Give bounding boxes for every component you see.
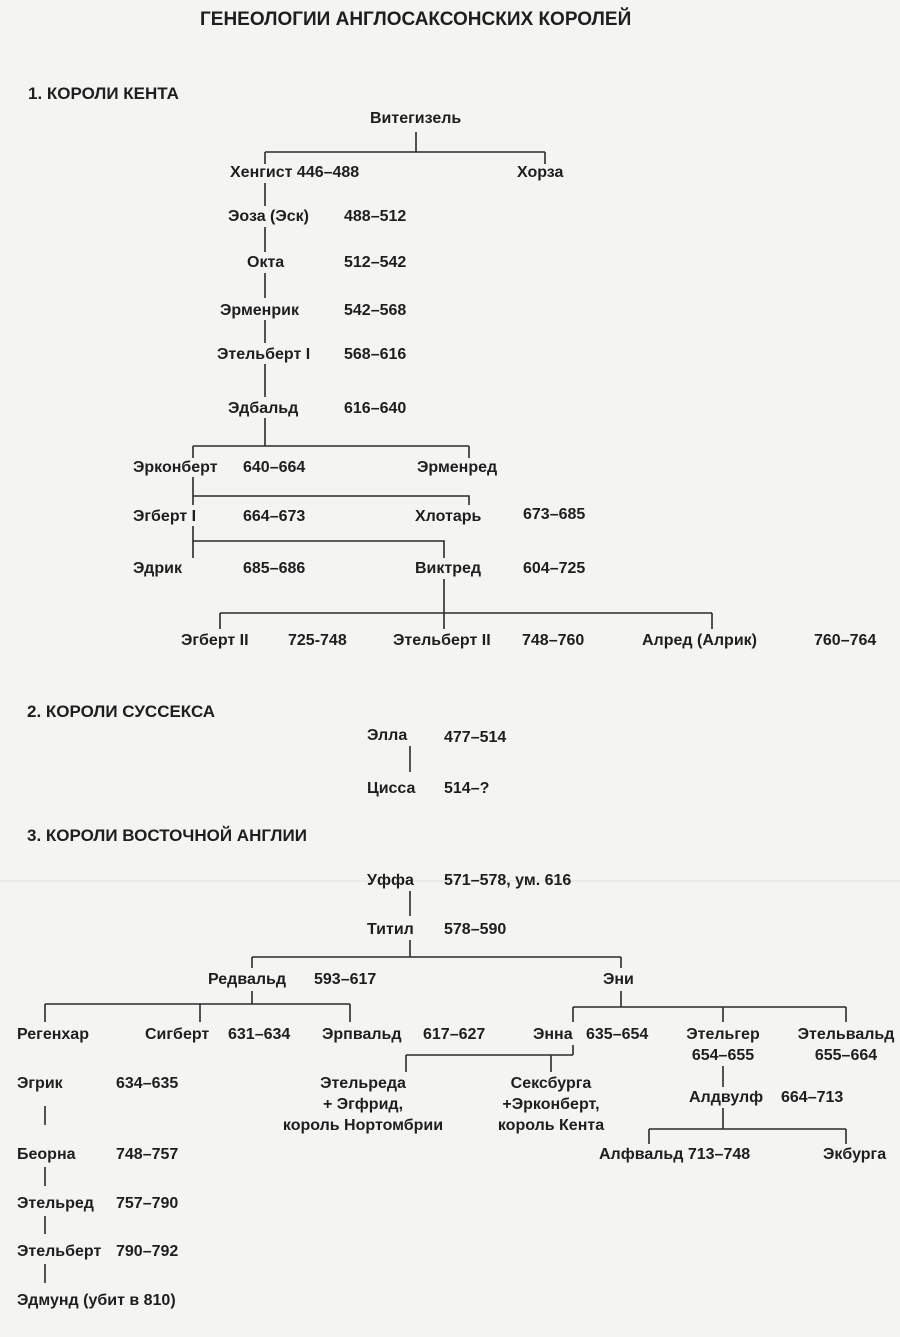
connector-egbert1-children xyxy=(193,526,444,558)
person-seksburga-spouse: +Эрконберт, xyxy=(502,1096,600,1113)
person-titil-years: 578–590 xyxy=(444,921,507,938)
section-heading-kent: 1. КОРОЛИ КЕНТА xyxy=(28,84,179,103)
person-viktred-years: 604–725 xyxy=(523,560,586,577)
person-aldvulf-years: 664–713 xyxy=(781,1089,844,1106)
person-eni: Эни xyxy=(603,971,634,988)
person-erpvald-years: 617–627 xyxy=(423,1026,486,1043)
person-edbald: Эдбальд xyxy=(228,400,299,417)
person-egbert2: Эгберт II xyxy=(181,632,249,649)
person-ethelvald: Этельвальд xyxy=(797,1026,895,1043)
connector-redvald-children xyxy=(45,991,350,1022)
person-alred-years: 760–764 xyxy=(814,632,877,649)
person-titil: Титил xyxy=(367,921,414,938)
person-okta-years: 512–542 xyxy=(344,254,407,271)
person-okta: Окта xyxy=(247,254,285,271)
connector-aldvulf-children xyxy=(649,1108,846,1144)
person-erpvald: Эрпвальд xyxy=(322,1026,402,1043)
person-ethelreda-spouse: + Эгфрид, xyxy=(322,1096,404,1113)
person-horza: Хорза xyxy=(517,164,564,181)
person-hlotar: Хлотарь xyxy=(415,508,482,525)
person-ethelbert-years: 790–792 xyxy=(116,1243,179,1260)
person-erconbert: Эрконберт xyxy=(133,459,218,476)
person-erconbert-years: 640–664 xyxy=(243,459,306,476)
person-ethelreda: Этельреда xyxy=(320,1075,406,1092)
connector-erconbert-children xyxy=(193,477,469,505)
person-ella: Элла xyxy=(367,727,408,744)
person-cissa-years: 514–? xyxy=(444,780,490,797)
connector-viktred-children xyxy=(220,579,712,629)
connector-enna-daughters xyxy=(406,1045,573,1072)
person-edrik: Эдрик xyxy=(133,560,182,577)
connector-edbald-children xyxy=(193,418,469,458)
person-seksburga: Сексбурга xyxy=(510,1075,592,1092)
person-sigbert-years: 631–634 xyxy=(228,1026,291,1043)
person-edmund: Эдмунд (убит в 810) xyxy=(17,1292,176,1309)
person-ethelvald-years: 655–664 xyxy=(814,1047,878,1064)
person-ethelbert2-years: 748–760 xyxy=(522,632,585,649)
person-eoza: Эоза (Эск) xyxy=(228,208,309,225)
person-sigbert: Сигберт xyxy=(145,1026,210,1043)
person-beorna-years: 748–757 xyxy=(116,1146,179,1163)
person-ethelred: Этельред xyxy=(17,1195,94,1212)
person-egrik: Эгрик xyxy=(17,1075,63,1092)
person-edbald-years: 616–640 xyxy=(344,400,407,417)
person-egbert1-years: 664–673 xyxy=(243,508,306,525)
person-cissa: Цисса xyxy=(367,780,416,797)
person-redvald-years: 593–617 xyxy=(314,971,377,988)
person-egbert1: Эгберт I xyxy=(133,508,197,525)
person-eoza-years: 488–512 xyxy=(344,208,407,225)
person-ethelred-years: 757–790 xyxy=(116,1195,179,1212)
person-aldvulf: Алдвулф xyxy=(689,1089,764,1106)
person-ethelreda-spouse-title: король Нортомбрии xyxy=(282,1117,444,1134)
person-beorna: Беорна xyxy=(17,1146,76,1163)
person-hengist: Хенгист 446–488 xyxy=(230,164,360,181)
person-regenhar: Регенхар xyxy=(17,1026,89,1043)
person-ermenrik-years: 542–568 xyxy=(344,302,407,319)
person-ethelger-years: 654–655 xyxy=(691,1047,755,1064)
section-heading-east-anglia: 3. КОРОЛИ ВОСТОЧНОЙ АНГЛИИ xyxy=(27,826,307,845)
person-ekburga: Экбурга xyxy=(823,1146,887,1163)
person-seksburga-spouse-title: король Кента xyxy=(497,1117,605,1134)
person-alfvald: Алфвальд 713–748 xyxy=(599,1146,751,1163)
connector-titil-children xyxy=(252,940,621,968)
person-viktred: Виктред xyxy=(415,560,482,577)
person-ermenred: Эрменред xyxy=(417,459,498,476)
person-ella-years: 477–514 xyxy=(444,729,507,746)
section-heading-sussex: 2. КОРОЛИ СУССЕКСА xyxy=(27,702,216,721)
person-ethelbert2: Этельберт II xyxy=(393,632,491,649)
connector-vitegizel-children xyxy=(265,132,545,164)
person-uffa-years: 571–578, ум. 616 xyxy=(444,872,572,889)
person-ermenrik: Эрменрик xyxy=(220,302,299,319)
person-redvald: Редвальд xyxy=(208,971,287,988)
connector-eni-children xyxy=(573,991,846,1022)
person-edrik-years: 685–686 xyxy=(243,560,306,577)
person-hlotar-years: 673–685 xyxy=(523,506,586,523)
person-ethelger: Этельгер xyxy=(686,1026,760,1043)
person-egrik-years: 634–635 xyxy=(116,1075,179,1092)
person-enna-years: 635–654 xyxy=(586,1026,649,1043)
person-uffa: Уффа xyxy=(367,872,414,889)
page-title: ГЕНЕОЛОГИИ АНГЛОСАКСОНСКИХ КОРОЛЕЙ xyxy=(200,9,632,30)
person-ethelbert: Этельберт xyxy=(17,1243,102,1260)
person-ethelbert1-years: 568–616 xyxy=(344,346,407,363)
person-enna: Энна xyxy=(533,1026,573,1043)
person-alred: Алред (Алрик) xyxy=(642,632,757,649)
person-vitegizel: Витегизель xyxy=(370,110,462,127)
person-egbert2-years: 725-748 xyxy=(288,632,347,649)
person-ethelbert1: Этельберт I xyxy=(217,346,311,363)
